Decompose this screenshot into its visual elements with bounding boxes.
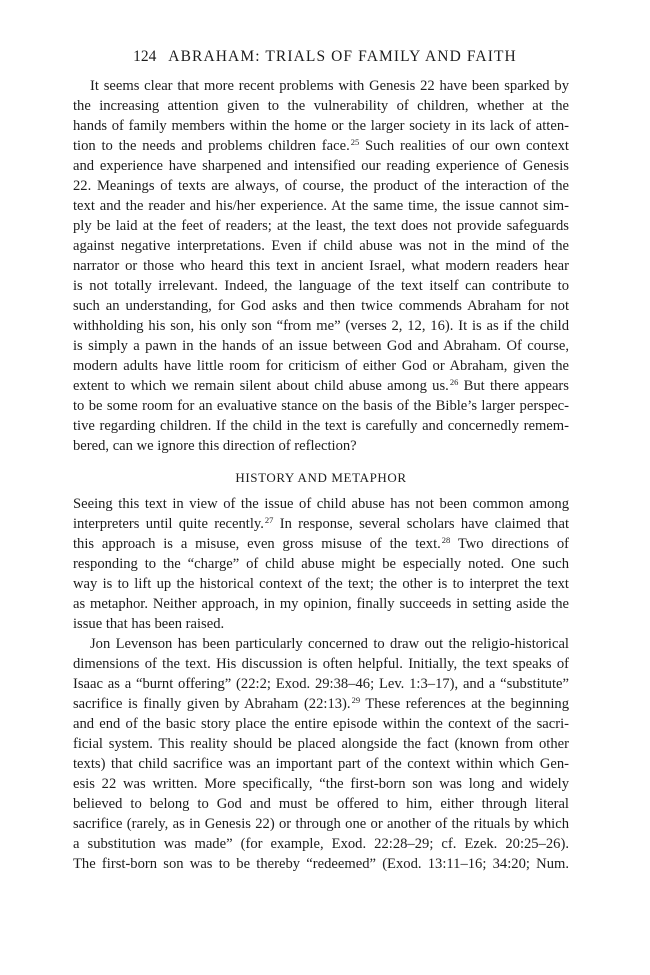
text-segment: In response, several scholars have claimed that: [279, 516, 569, 532]
text-segment: extent to which we remain silent about child abuse among us.: [73, 378, 449, 394]
text-line: as metaphor. Neither approach, in my opinion, finally succeeds in setting aside the: [73, 596, 569, 612]
text-line: way is to lift up the historical context of the text; the other is to interpret the text: [73, 576, 569, 592]
section-heading: HISTORY AND METAPHOR: [235, 470, 407, 485]
text-line: [73, 514, 569, 534]
footnote-ref: 26: [449, 377, 459, 387]
text-line: Seeing this text in view of the issue of child abuse has not been common among: [73, 496, 569, 512]
text-line: believed to belong to God and must be offered to him, either through literal: [73, 796, 569, 812]
text-line: bered, can we ignore this direction of reflection?: [73, 438, 357, 454]
footnote-ref: 27: [264, 515, 274, 525]
text-segment: These references at the beginning: [365, 696, 569, 712]
page-body: [73, 76, 569, 874]
text-line: [73, 376, 569, 396]
text-line: tive regarding children. If the child in the text is carefully and concernedly remem-: [73, 418, 569, 434]
text-segment: But there appears: [463, 378, 569, 394]
text-segment: interpreters until quite recently.: [73, 516, 264, 532]
text-line: ficial system. This reality should be placed alongside the fact (known from other: [73, 736, 569, 752]
text-line: texts) that child sacrifice was an important part of the context within which Gen-: [73, 756, 569, 772]
text-line: esis 22 was written. More specifically, “the first-born son was long and widely: [73, 776, 569, 792]
text-segment: sacrifice is finally given by Abraham (22:13).: [73, 696, 351, 712]
text-line: The first-born son was to be thereby “redeemed” (Exod. 13:11–16; 34:20; Num.: [73, 856, 569, 872]
text-line: issue that has been raised.: [73, 616, 225, 632]
text-line: text and the reader and his/her experience. At the same time, the issue cannot sim-: [73, 198, 569, 214]
running-head: [0, 47, 650, 67]
text-line: is simply a pawn in the hands of an issue between God and Abraham. Of course,: [73, 338, 569, 354]
text-line: sacrifice (rarely, as in Genesis 22) or through one or another of the rituals by which: [73, 816, 569, 832]
text-line: [73, 136, 569, 156]
text-segment: Two directions of: [457, 536, 569, 552]
text-line: [73, 534, 569, 554]
text-line: ply be laid at the feet of readers; at the least, the text does not provide safeguards: [73, 218, 569, 234]
running-head-title: ABRAHAM: TRIALS OF FAMILY AND FAITH: [168, 48, 517, 65]
text-line: such an understanding, for God asks and then twice commends Abraham for not: [73, 298, 569, 314]
text-line: narrator or those who heard this text in ancient Israel, what modern readers hear: [73, 258, 569, 274]
text-line: [73, 694, 569, 714]
footnote-ref: 29: [351, 695, 361, 705]
footnote-ref: 28: [441, 535, 451, 545]
footnote-ref: 25: [350, 137, 360, 147]
text-line: hands of family members within the home or the larger society in its lack of atten-: [73, 118, 569, 134]
page-number: 124: [133, 48, 157, 65]
text-line: a substitution was made” (for example, Exod. 22:28–29; cf. Ezek. 20:25–26).: [73, 836, 569, 852]
text-line: Jon Levenson has been particularly concerned to draw out the religio-historical: [90, 636, 569, 652]
text-segment: Such realities of our own context: [365, 138, 569, 154]
text-line: against negative interpretations. Even if child abuse was not in the mind of the: [73, 238, 569, 254]
text-line: dimensions of the text. His discussion is often helpful. Initially, the text speaks of: [73, 656, 569, 672]
text-line: is not totally irrelevant. Indeed, the language of the text itself can contribute to: [73, 278, 569, 294]
text-line: the increasing attention given to the vulnerability of children, whether at the: [73, 98, 569, 114]
text-line: Isaac as a “burnt offering” (22:2; Exod. 29:38–46; Lev. 1:3–17), and a “substitute”: [73, 676, 569, 692]
text-segment: this approach is a misuse, even gross misuse of the text.: [73, 536, 441, 552]
text-line: and experience have sharpened and intensified our reading experience of Genesis: [73, 158, 569, 174]
text-line: and end of the basic story place the entire episode within the context of the sacri-: [73, 716, 569, 732]
text-line: 22. Meanings of texts are always, of course, the product of the interaction of the: [73, 178, 569, 194]
text-line: modern adults have little room for criticism of either God or Abraham, given the: [73, 358, 569, 374]
text-line: responding to the “charge” of child abuse might be especially noted. One such: [73, 556, 569, 572]
text-line: It seems clear that more recent problems with Genesis 22 have been sparked by: [90, 78, 569, 94]
text-line: to be some room for an evaluative stance on the basis of the Bible’s larger perspec-: [73, 398, 569, 414]
text-segment: tion to the needs and problems children face.: [73, 138, 350, 154]
text-line: withholding his son, his only son “from me” (verses 2, 12, 16). It is as if the child: [73, 318, 569, 334]
